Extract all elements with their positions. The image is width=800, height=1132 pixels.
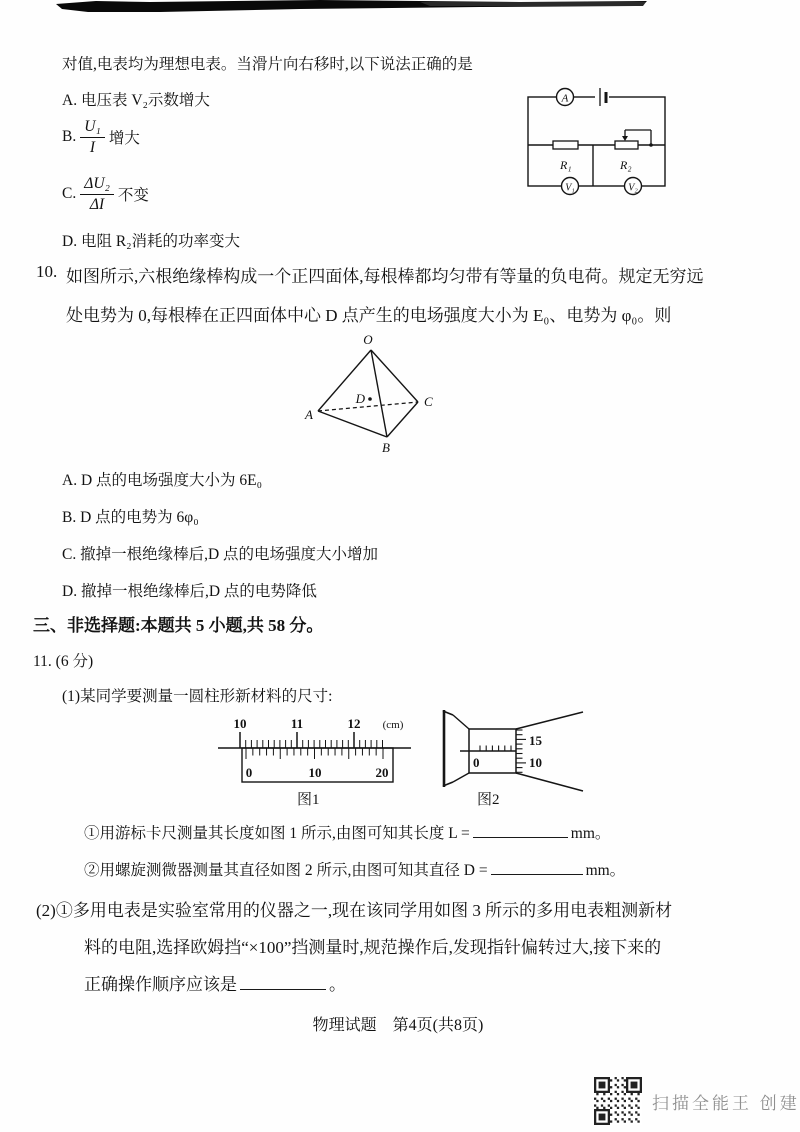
- q11-number: 11. (6 分): [33, 653, 94, 670]
- v1-label: V₁: [565, 182, 575, 194]
- q11-part2-line3: [84, 970, 346, 995]
- line3-text: 正确操作顺序应该是: [84, 975, 237, 994]
- option-c-suffix: 不变: [117, 187, 149, 204]
- option-b-suffix: 增大: [108, 130, 140, 147]
- thimble-label-15: 15: [529, 733, 542, 748]
- item1-unit: mm。: [570, 825, 611, 842]
- vernier-label-0: 0: [245, 765, 253, 780]
- thimble-label-10: 10: [529, 755, 542, 770]
- qprev-intro: 对值,电表均为理想电表。当滑片向右移时,以下说法正确的是: [62, 56, 473, 73]
- resistor-r1: [553, 141, 578, 149]
- main-scale-label-10: 10: [233, 716, 247, 731]
- section3-header: 三、非选择题:本题共 5 小题,共 58 分。: [33, 616, 324, 635]
- fig1-caption: 图1: [297, 792, 320, 808]
- r2-label: R₂: [620, 158, 632, 172]
- qprev-option-c: [62, 168, 149, 220]
- vertex-b-label: B: [382, 440, 390, 455]
- tetrahedron-figure: [293, 333, 488, 463]
- qprev-option-a: A. 电压表 V₂示数增大: [62, 92, 210, 109]
- q10-option-d: D. 撤掉一根绝缘棒后,D 点的电势降低: [62, 583, 317, 600]
- vertex-a-label: A: [305, 407, 313, 422]
- option-c-label: C.: [62, 185, 77, 202]
- fraction-numerator: U₁: [80, 118, 105, 138]
- option-c-fraction: [80, 175, 114, 214]
- point-d-label: D: [355, 391, 365, 406]
- micrometer-figure: [430, 703, 598, 797]
- vernier-label-20: 20: [375, 765, 389, 780]
- q11-part2-line2: 料的电阻,选择欧姆挡“×100”挡测量时,规范操作后,发现指针偏转过大,接下来的: [84, 938, 662, 957]
- fraction-denominator: I: [89, 138, 96, 156]
- vernier-label-10: 10: [308, 765, 322, 780]
- qprev-option-d: D. 电阻 R₂消耗的功率变大: [62, 233, 241, 250]
- vertex-c-label: C: [424, 394, 433, 409]
- q11-part1-intro: (1)某同学要测量一圆柱形新材料的尺寸:: [62, 688, 333, 705]
- q10-option-c: C. 撤掉一根绝缘棒后,D 点的电场强度大小增加: [62, 546, 379, 563]
- item1-text: ①用游标卡尺测量其长度如图 1 所示,由图可知其长度 L =: [84, 825, 470, 842]
- q11-part2-line1: (2)①多用电表是实验室常用的仪器之一,现在该同学用如图 3 所示的多用电表粗测新材: [36, 901, 673, 920]
- vertex-o-label: O: [363, 333, 373, 347]
- fig2-caption: 图2: [477, 792, 500, 808]
- vernier-caliper-figure: [215, 712, 415, 790]
- sleeve-zero-label: 0: [473, 755, 480, 770]
- watermark-text: 扫描全能王 创建: [652, 1094, 800, 1113]
- q10-option-b: B. D 点的电势为 6φ₀: [62, 509, 199, 526]
- q10-number: 10.: [36, 262, 58, 281]
- point-d-dot: [368, 397, 372, 401]
- qr-code: [594, 1077, 642, 1125]
- option-b-fraction: [80, 118, 105, 157]
- item2-unit: mm。: [585, 862, 626, 879]
- ammeter-label: A: [561, 92, 569, 105]
- answer-blank-procedure: [240, 975, 326, 990]
- page-footer: 物理试题 第4页(共8页): [312, 1017, 484, 1034]
- circuit-figure: [505, 80, 677, 204]
- unit-label: (cm): [382, 719, 404, 731]
- r1-label: R₁: [560, 158, 572, 172]
- main-scale-label-11: 11: [290, 716, 304, 731]
- item2-text: ②用螺旋测微器测量其直径如图 2 所示,由图可知其直径 D =: [84, 862, 488, 879]
- v2-label: V₂: [628, 182, 638, 194]
- answer-blank-length: [473, 823, 568, 838]
- scan-artifact: [0, 0, 800, 18]
- fraction-denominator: ΔI: [89, 195, 105, 213]
- rheostat-r2: [615, 141, 638, 149]
- option-b-label: B.: [62, 128, 77, 145]
- q10-option-a: A. D 点的电场强度大小为 6E₀: [62, 472, 263, 489]
- q10-line2: 处电势为 0,每根棒在正四面体中心 D 点产生的电场强度大小为 E₀、电势为 φ₀。则: [66, 306, 672, 325]
- qprev-option-b: [62, 112, 140, 162]
- answer-blank-diameter: [491, 860, 583, 875]
- line3-period: 。: [329, 975, 346, 994]
- q11-item1: [84, 821, 610, 843]
- main-scale-label-12: 12: [347, 716, 361, 731]
- fraction-numerator: ΔU₂: [80, 175, 114, 195]
- q11-item2: [84, 858, 625, 880]
- q10-line1: 如图所示,六根绝缘棒构成一个正四面体,每根棒都均匀带有等量的负电荷。规定无穷远: [66, 267, 704, 286]
